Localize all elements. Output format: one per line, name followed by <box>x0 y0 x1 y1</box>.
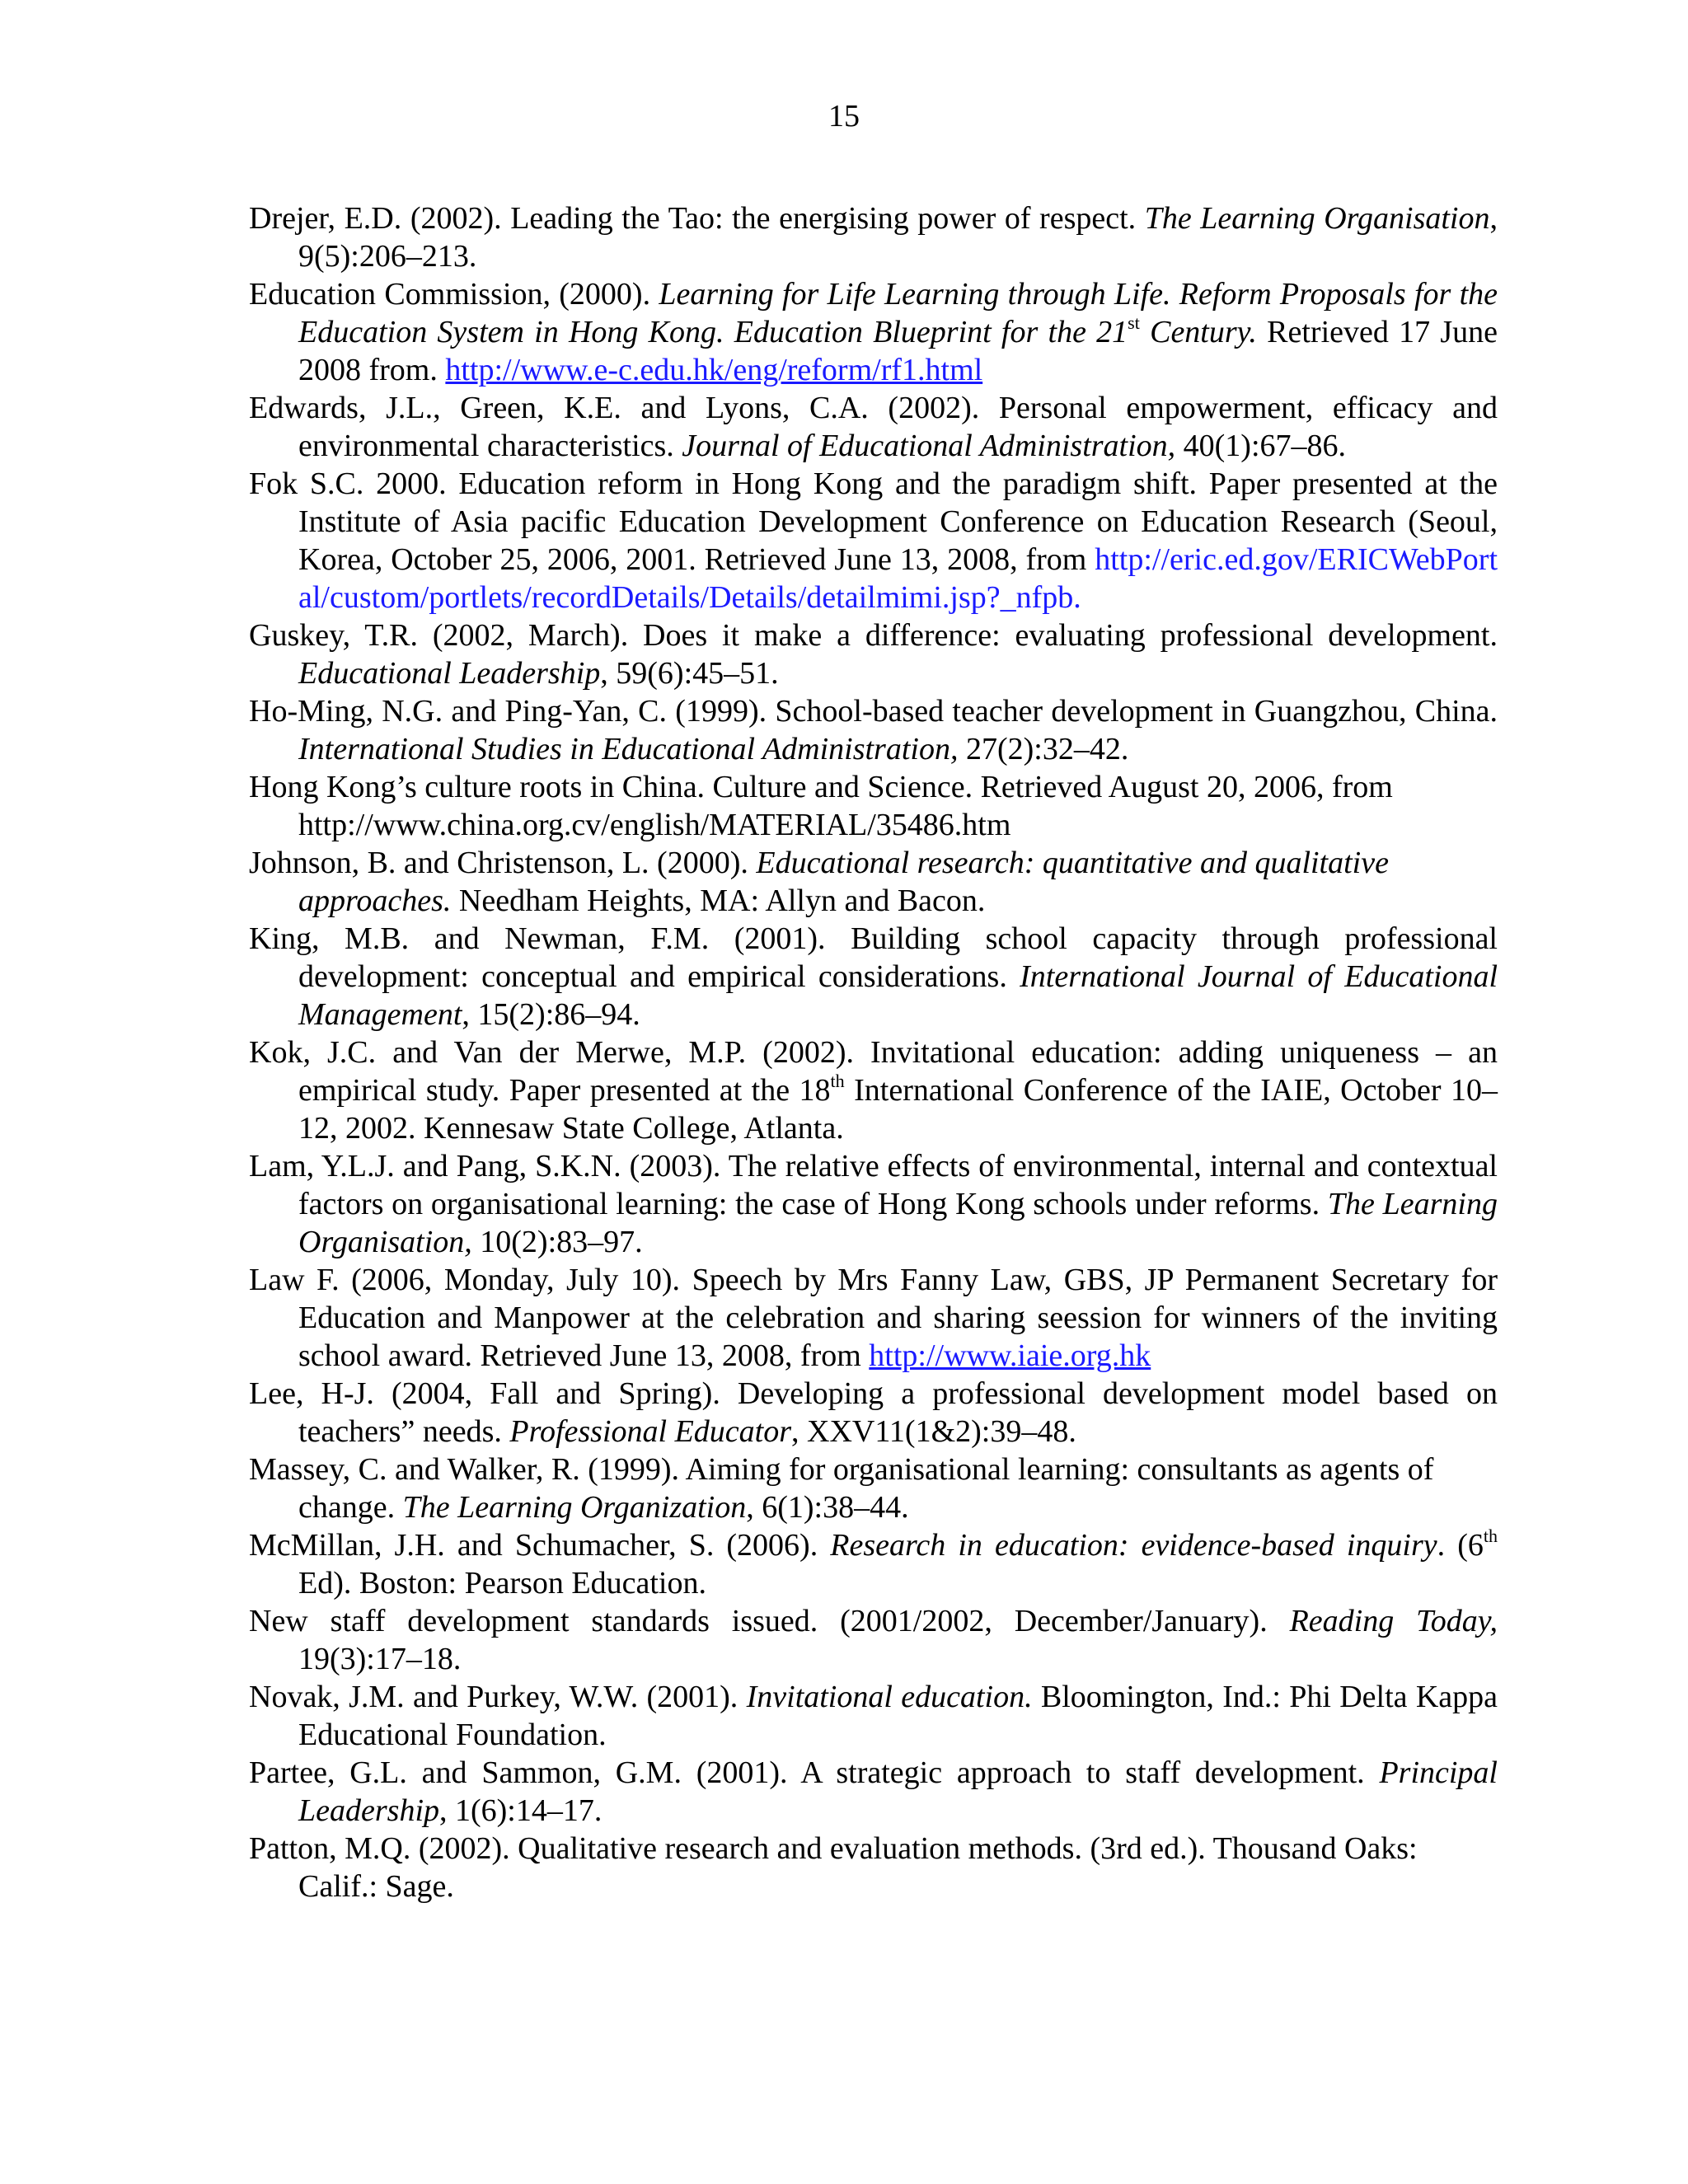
ref-title: Century. <box>1139 315 1257 349</box>
ref-text: 10(2):83–97. <box>471 1225 643 1259</box>
ref-journal: Reading Today, <box>1289 1604 1498 1638</box>
ref-superscript: st <box>1128 312 1140 333</box>
ref-text: Kok, J.C. and Van der Merwe, M.P. (2002). Invitational education: adding uniqueness – an empirical study. Paper presented at the 18 <box>249 1035 1498 1108</box>
ref-link[interactable]: http://www.iaie.org.hk <box>869 1338 1151 1373</box>
ref-superscript: th <box>1483 1526 1498 1546</box>
ref-title: Educational research: quantitative and qualitative approaches. <box>298 846 1389 918</box>
ref-superscript: th <box>830 1071 845 1091</box>
ref-text: Massey, C. and Walker, R. (1999). Aiming for organisational learning: consultants as agents of change. <box>249 1452 1434 1525</box>
ref-text: Fok S.C. 2000. Education reform in Hong Kong and the paradigm shift. Paper presented at the Institute of Asia pacific Education Development Conference on Education Research (Seoul, Korea, October 25, 2006, 2001. Retrieved June 13, 2008, from <box>249 466 1498 577</box>
ref-text: Patton, M.Q. (2002). Qualitative research and evaluation methods. (3rd ed.). Thousand Oaks: Calif.: Sage. <box>249 1831 1418 1904</box>
ref-text: 40(1):67–86. <box>1175 429 1347 463</box>
ref-text: Education Commission, (2000). <box>249 277 659 312</box>
ref-text: McMillan, J.H. and Schumacher, S. (2006). <box>249 1528 831 1563</box>
ref-journal: The Learning Organisation, <box>298 1187 1498 1259</box>
page-number: 15 <box>828 99 860 134</box>
ref-text: Drejer, E.D. (2002). Leading the Tao: the energising power of respect. <box>249 201 1145 236</box>
ref-text: Edwards, J.L., Green, K.E. and Lyons, C.A. (2002). Personal empowerment, efficacy and environmental characteristics. <box>249 391 1498 463</box>
ref-text: Partee, G.L. and Sammon, G.M. (2001). A strategic approach to staff development. <box>249 1755 1380 1790</box>
reference-mcmillan <box>249 1526 1498 1602</box>
ref-text: , XXV11(1&2):39–48. <box>791 1414 1076 1449</box>
reference-edwards <box>249 389 1498 465</box>
ref-text: Retrieved 17 June 2008 from. <box>298 315 1498 387</box>
ref-link[interactable]: http://www.e-c.edu.hk/eng/reform/rf1.html <box>445 353 983 387</box>
ref-journal: Principal Leadership <box>298 1755 1498 1828</box>
ref-text: Needham Heights, MA: Allyn and Bacon. <box>451 883 986 918</box>
ref-text: 19(3):17–18. <box>298 1642 462 1676</box>
ref-text: 27(2):32–42. <box>958 732 1129 766</box>
ref-text: Lam, Y.L.J. and Pang, S.K.N. (2003). The relative effects of environmental, internal and contextual factors on organisational learning: the case of Hong Kong schools under reforms. <box>249 1149 1498 1221</box>
ref-text: International Conference of the IAIE, October 10–12, 2002. Kennesaw State College, Atlanta. <box>298 1073 1498 1146</box>
reference-kok <box>249 1033 1498 1147</box>
reference-list <box>249 199 1498 1905</box>
ref-text: Ho-Ming, N.G. and Ping-Yan, C. (1999). School-based teacher development in Guangzhou, China. <box>249 694 1498 729</box>
ref-text: Johnson, B. and Christenson, L. (2000). <box>249 846 757 880</box>
reference-guskey <box>249 616 1498 692</box>
reference-lam <box>249 1147 1498 1261</box>
ref-title: Learning for Life Learning through Life. Reform Proposals for the Education System in Hong Kong. Education Blueprint for the 21 <box>298 277 1498 349</box>
reference-drejer <box>249 199 1498 275</box>
ref-journal: The Learning Organisation <box>1144 201 1490 236</box>
ref-title: Invitational education. <box>746 1680 1033 1714</box>
ref-text: Hong Kong’s culture roots in China. Culture and Science. Retrieved August 20, 2006, from http://www.china.org.cv/english/MATERIAL/35486.htm <box>249 770 1393 842</box>
ref-text: , 59(6):45–51. <box>600 656 779 691</box>
reference-hong-kong <box>249 768 1498 844</box>
ref-text: . (6 <box>1437 1528 1484 1563</box>
ref-text: New staff development standards issued. (2001/2002, December/January). <box>249 1604 1290 1638</box>
reference-johnson <box>249 844 1498 920</box>
ref-text: , 15(2):86–94. <box>462 997 640 1032</box>
ref-text: , 1(6):14–17. <box>439 1793 603 1828</box>
ref-journal: The Learning Organization <box>402 1490 747 1525</box>
ref-text: Guskey, T.R. (2002, March). Does it make a difference: evaluating professional development. <box>249 618 1498 653</box>
reference-fok <box>249 465 1498 616</box>
reference-law <box>249 1261 1498 1375</box>
ref-link[interactable]: http://eric.ed.gov/ERICWebPortal/custom/portlets/recordDetails/Details/detailmimi.jsp?_nfpb. <box>298 542 1498 615</box>
reference-massey <box>249 1451 1498 1526</box>
ref-title: Research in education: evidence-based inquiry <box>830 1528 1437 1563</box>
reference-king <box>249 920 1498 1033</box>
ref-journal: International Studies in Educational Administration, <box>298 732 959 766</box>
ref-text: Novak, J.M. and Purkey, W.W. (2001). <box>249 1680 747 1714</box>
ref-journal: International Journal of Educational Management <box>298 959 1498 1032</box>
reference-new-staff <box>249 1602 1498 1678</box>
ref-text: Bloomington, Ind.: Phi Delta Kappa Educational Foundation. <box>298 1680 1498 1752</box>
reference-education-commission <box>249 275 1498 389</box>
reference-ho-ming <box>249 692 1498 768</box>
ref-journal: Journal of Educational Administration, <box>682 429 1176 463</box>
ref-journal: Educational Leadership <box>298 656 601 691</box>
ref-text: , 6(1):38–44. <box>746 1490 909 1525</box>
reference-patton <box>249 1830 1498 1905</box>
reference-novak <box>249 1678 1498 1754</box>
ref-journal: Professional Educator <box>509 1414 791 1449</box>
ref-text: King, M.B. and Newman, F.M. (2001). Building school capacity through professional development: conceptual and empirical considerations. <box>249 921 1498 994</box>
ref-text: Law F. (2006, Monday, July 10). Speech by Mrs Fanny Law, GBS, JP Permanent Secretary for Education and Manpower at the celebration and sharing seession for winners of the inviting school award. Retrieved June 13, 2008, from <box>249 1263 1498 1373</box>
ref-text: , 9(5):206–213. <box>298 201 1498 274</box>
reference-lee <box>249 1375 1498 1451</box>
ref-text: Lee, H-J. (2004, Fall and Spring). Developing a professional development model based on teachers” needs. <box>249 1376 1498 1449</box>
reference-partee <box>249 1754 1498 1830</box>
ref-text: Ed). Boston: Pearson Education. <box>298 1566 706 1601</box>
